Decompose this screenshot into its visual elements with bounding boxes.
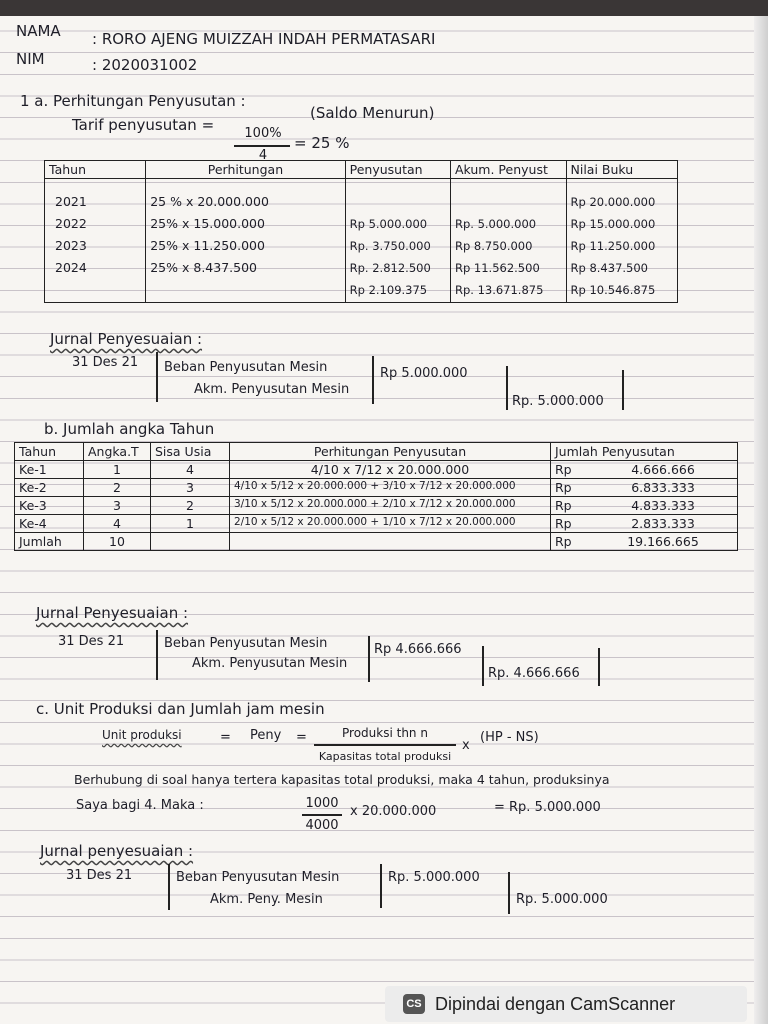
formula-denominator: Kapasitas total produksi xyxy=(318,750,452,763)
jurnal-b-date: 31 Des 21 xyxy=(58,634,125,649)
section-b-heading: b. Jumlah angka Tahun xyxy=(44,420,215,438)
jurnal-b-divider-2 xyxy=(368,636,370,682)
rp-ke3: Rp xyxy=(551,497,590,515)
col-header-perhitungan: Perhitungan xyxy=(146,161,345,179)
calc-numerator: 1000 xyxy=(305,796,339,811)
nama-label: NAMA xyxy=(16,22,61,40)
formula-equals-1: = xyxy=(220,730,231,745)
jurnal-a-divider-4 xyxy=(622,370,624,410)
angka-ke2: 2 xyxy=(84,479,151,497)
angka-ke4: 4 xyxy=(84,515,151,533)
col-header-perhitungan: Perhitungan Penyusutan xyxy=(230,443,551,461)
tahun-ke4: Ke-4 xyxy=(15,515,84,533)
formula-peny: Peny xyxy=(250,728,282,743)
tahun-ke2: Ke-2 xyxy=(15,479,84,497)
sisa-ke1: 4 xyxy=(151,461,230,479)
col-header-tahun: Tahun xyxy=(45,161,146,179)
tahun-cell xyxy=(45,179,146,303)
jurnal-c-credit-account: Akm. Peny. Mesin xyxy=(210,892,323,907)
jumlah-label: Jumlah xyxy=(15,533,84,551)
nilai-2020: Rp 20.000.000 xyxy=(570,195,656,209)
penyusutan-2021: Rp 5.000.000 xyxy=(349,217,428,231)
jurnal-a-credit-amount: Rp. 5.000.000 xyxy=(512,394,604,409)
jurnal-a-divider-3 xyxy=(506,366,508,410)
nilai-2021: Rp 15.000.000 xyxy=(570,217,656,231)
akumulasi-cell xyxy=(450,179,566,303)
table-header-row xyxy=(45,161,678,179)
penyusutan-2023: Rp. 2.812.500 xyxy=(349,261,431,275)
jurnal-a-debit-account: Beban Penyusutan Mesin xyxy=(164,360,328,375)
jurnal-c-divider-1 xyxy=(168,864,170,910)
tarif-fraction-bar xyxy=(234,145,290,147)
section-a-heading: 1 a. Perhitungan Penyusutan : xyxy=(20,92,246,110)
jurnal-b-divider-1 xyxy=(156,630,158,680)
akum-2021: Rp. 5.000.000 xyxy=(454,217,537,231)
rp-total: Rp xyxy=(551,533,590,551)
formula-hp-ns: (HP - NS) xyxy=(480,730,539,745)
jurnal-b-divider-4 xyxy=(598,648,600,686)
col-header-sisa-usia: Sisa Usia xyxy=(151,443,230,461)
tahun-ke3: Ke-3 xyxy=(15,497,84,515)
formula-fraction-bar xyxy=(314,744,456,746)
rp-ke2: Rp xyxy=(551,479,590,497)
jurnal-a-debit-amount: Rp 5.000.000 xyxy=(380,366,468,381)
perhitungan-ke3: 3/10 x 5/12 x 20.000.000 + 2/10 x 7/12 x 20.000.000 xyxy=(230,497,551,515)
jumlah-ke3: 4.833.333 xyxy=(589,497,738,515)
jurnal-a-credit-account: Akm. Penyusutan Mesin xyxy=(194,382,350,397)
saldo-menurun-table xyxy=(44,160,678,303)
angka-ke3: 3 xyxy=(84,497,151,515)
formula-equals-2: = xyxy=(296,730,307,745)
camscanner-logo-icon: CS xyxy=(403,994,425,1014)
jurnal-c-divider-3 xyxy=(508,872,510,914)
penyusutan-2024: Rp 2.109.375 xyxy=(349,283,428,297)
calc-denominator: 4000 xyxy=(305,818,339,833)
akum-2022: Rp 8.750.000 xyxy=(454,239,533,253)
nama-value: : RORO AJENG MUIZZAH INDAH PERMATASARI xyxy=(92,30,436,48)
perhitungan-2021: 25 % x 20.000.000 xyxy=(150,194,269,209)
perhitungan-ke4: 2/10 x 5/12 x 20.000.000 + 1/10 x 7/12 x 20.000.000 xyxy=(230,515,551,533)
table-header-row xyxy=(15,443,738,461)
formula-times: x xyxy=(462,738,470,753)
sisa-ke3: 2 xyxy=(151,497,230,515)
formula-numerator: Produksi thn n xyxy=(342,726,428,740)
jurnal-c-divider-2 xyxy=(380,864,382,908)
page-top-shadow xyxy=(0,0,768,16)
tarif-label: Tarif penyusutan = xyxy=(72,116,215,134)
perhitungan-2022: 25% x 15.000.000 xyxy=(150,216,265,231)
col-header-tahun: Tahun xyxy=(15,443,84,461)
jumlah-ke2: 6.833.333 xyxy=(589,479,738,497)
tarif-result: = 25 % xyxy=(294,134,350,152)
section-c-heading: c. Unit Produksi dan Jumlah jam mesin xyxy=(36,700,325,718)
camscanner-label: Dipindai dengan CamScanner xyxy=(435,993,676,1014)
tarif-numerator: 100% xyxy=(244,126,282,141)
perhitungan-ke2: 4/10 x 5/12 x 20.000.000 + 3/10 x 7/12 x 20.000.000 xyxy=(230,479,551,497)
tahun-2021: 2021 xyxy=(55,194,87,209)
rp-ke4: Rp xyxy=(551,515,590,533)
nilai-buku-cell xyxy=(566,179,677,303)
akum-2024: Rp. 13.671.875 xyxy=(454,283,544,297)
table-row xyxy=(45,179,678,303)
calc-fraction-bar xyxy=(302,814,342,816)
perhitungan-2024: 25% x 8.437.500 xyxy=(150,260,257,275)
sisa-total-empty xyxy=(151,533,230,551)
penyusutan-2022: Rp. 3.750.000 xyxy=(349,239,431,253)
penyusutan-cell xyxy=(345,179,450,303)
explanation-line-1: Berhubung di soal hanya tertera kapasitas total produksi, maka 4 tahun, produksinya xyxy=(74,772,610,787)
angka-total: 10 xyxy=(84,533,151,551)
explanation-line-2: Saya bagi 4. Maka : xyxy=(76,798,204,813)
nim-value: : 2020031002 xyxy=(92,56,198,74)
angka-ke1: 1 xyxy=(84,461,151,479)
jurnal-b-debit-amount: Rp 4.666.666 xyxy=(374,642,462,657)
calc-result: = Rp. 5.000.000 xyxy=(494,800,601,815)
perhitungan-ke1: 4/10 x 7/12 x 20.000.000 xyxy=(230,461,551,479)
jurnal-a-date: 31 Des 21 xyxy=(72,355,139,370)
nilai-2024: Rp 10.546.875 xyxy=(570,283,656,297)
rp-ke1: Rp xyxy=(551,461,590,479)
sisa-ke2: 3 xyxy=(151,479,230,497)
jurnal-a-divider-1 xyxy=(156,352,158,402)
perhitungan-2023: 25% x 11.250.000 xyxy=(150,238,265,253)
tarif-denominator: 4 xyxy=(258,148,268,163)
jurnal-b-divider-3 xyxy=(482,646,484,686)
jurnal-b-credit-account: Akm. Penyusutan Mesin xyxy=(192,656,348,671)
jumlah-total: 19.166.665 xyxy=(589,533,738,551)
akum-2023: Rp 11.562.500 xyxy=(454,261,540,275)
table-row xyxy=(15,497,738,515)
jurnal-b-debit-account: Beban Penyusutan Mesin xyxy=(164,636,328,651)
table-row xyxy=(15,479,738,497)
tahun-2022: 2022 xyxy=(55,216,87,231)
jurnal-a-divider-2 xyxy=(372,356,374,404)
col-header-jumlah: Jumlah Penyusutan xyxy=(551,443,738,461)
calc-multiplier: x 20.000.000 xyxy=(350,804,437,819)
angka-tahun-table xyxy=(14,442,738,551)
jurnal-c-debit-account: Beban Penyusutan Mesin xyxy=(176,870,340,885)
section-a-method: (Saldo Menurun) xyxy=(310,104,435,122)
perhitungan-total-empty xyxy=(230,533,551,551)
jumlah-ke4: 2.833.333 xyxy=(589,515,738,533)
tahun-ke1: Ke-1 xyxy=(15,461,84,479)
sisa-ke4: 1 xyxy=(151,515,230,533)
nilai-2023: Rp 8.437.500 xyxy=(570,261,648,275)
jurnal-c-date: 31 Des 21 xyxy=(66,868,133,883)
formula-unit-produksi: Unit produksi xyxy=(102,728,182,742)
jurnal-a-heading: Jurnal Penyesuaian : xyxy=(50,330,203,348)
col-header-akumulasi: Akum. Penyust xyxy=(450,161,566,179)
table-row xyxy=(15,515,738,533)
camscanner-watermark xyxy=(385,986,747,1022)
col-header-angka: Angka.T xyxy=(84,443,151,461)
tahun-2023: 2023 xyxy=(55,238,87,253)
table-total-row xyxy=(15,533,738,551)
jumlah-ke1: 4.666.666 xyxy=(589,461,738,479)
nilai-2022: Rp 11.250.000 xyxy=(570,239,656,253)
jurnal-c-debit-amount: Rp. 5.000.000 xyxy=(388,870,480,885)
jurnal-b-credit-amount: Rp. 4.666.666 xyxy=(488,666,580,681)
jurnal-c-credit-amount: Rp. 5.000.000 xyxy=(516,892,608,907)
jurnal-c-heading: Jurnal penyesuaian : xyxy=(40,842,194,860)
page-right-edge xyxy=(754,16,768,1024)
col-header-nilai-buku: Nilai Buku xyxy=(566,161,677,179)
nim-label: NIM xyxy=(16,50,45,68)
table-row xyxy=(15,461,738,479)
col-header-penyusutan: Penyusutan xyxy=(345,161,450,179)
tahun-2024: 2024 xyxy=(55,260,87,275)
jurnal-b-heading: Jurnal Penyesuaian : xyxy=(36,604,189,622)
perhitungan-cell xyxy=(146,179,345,303)
